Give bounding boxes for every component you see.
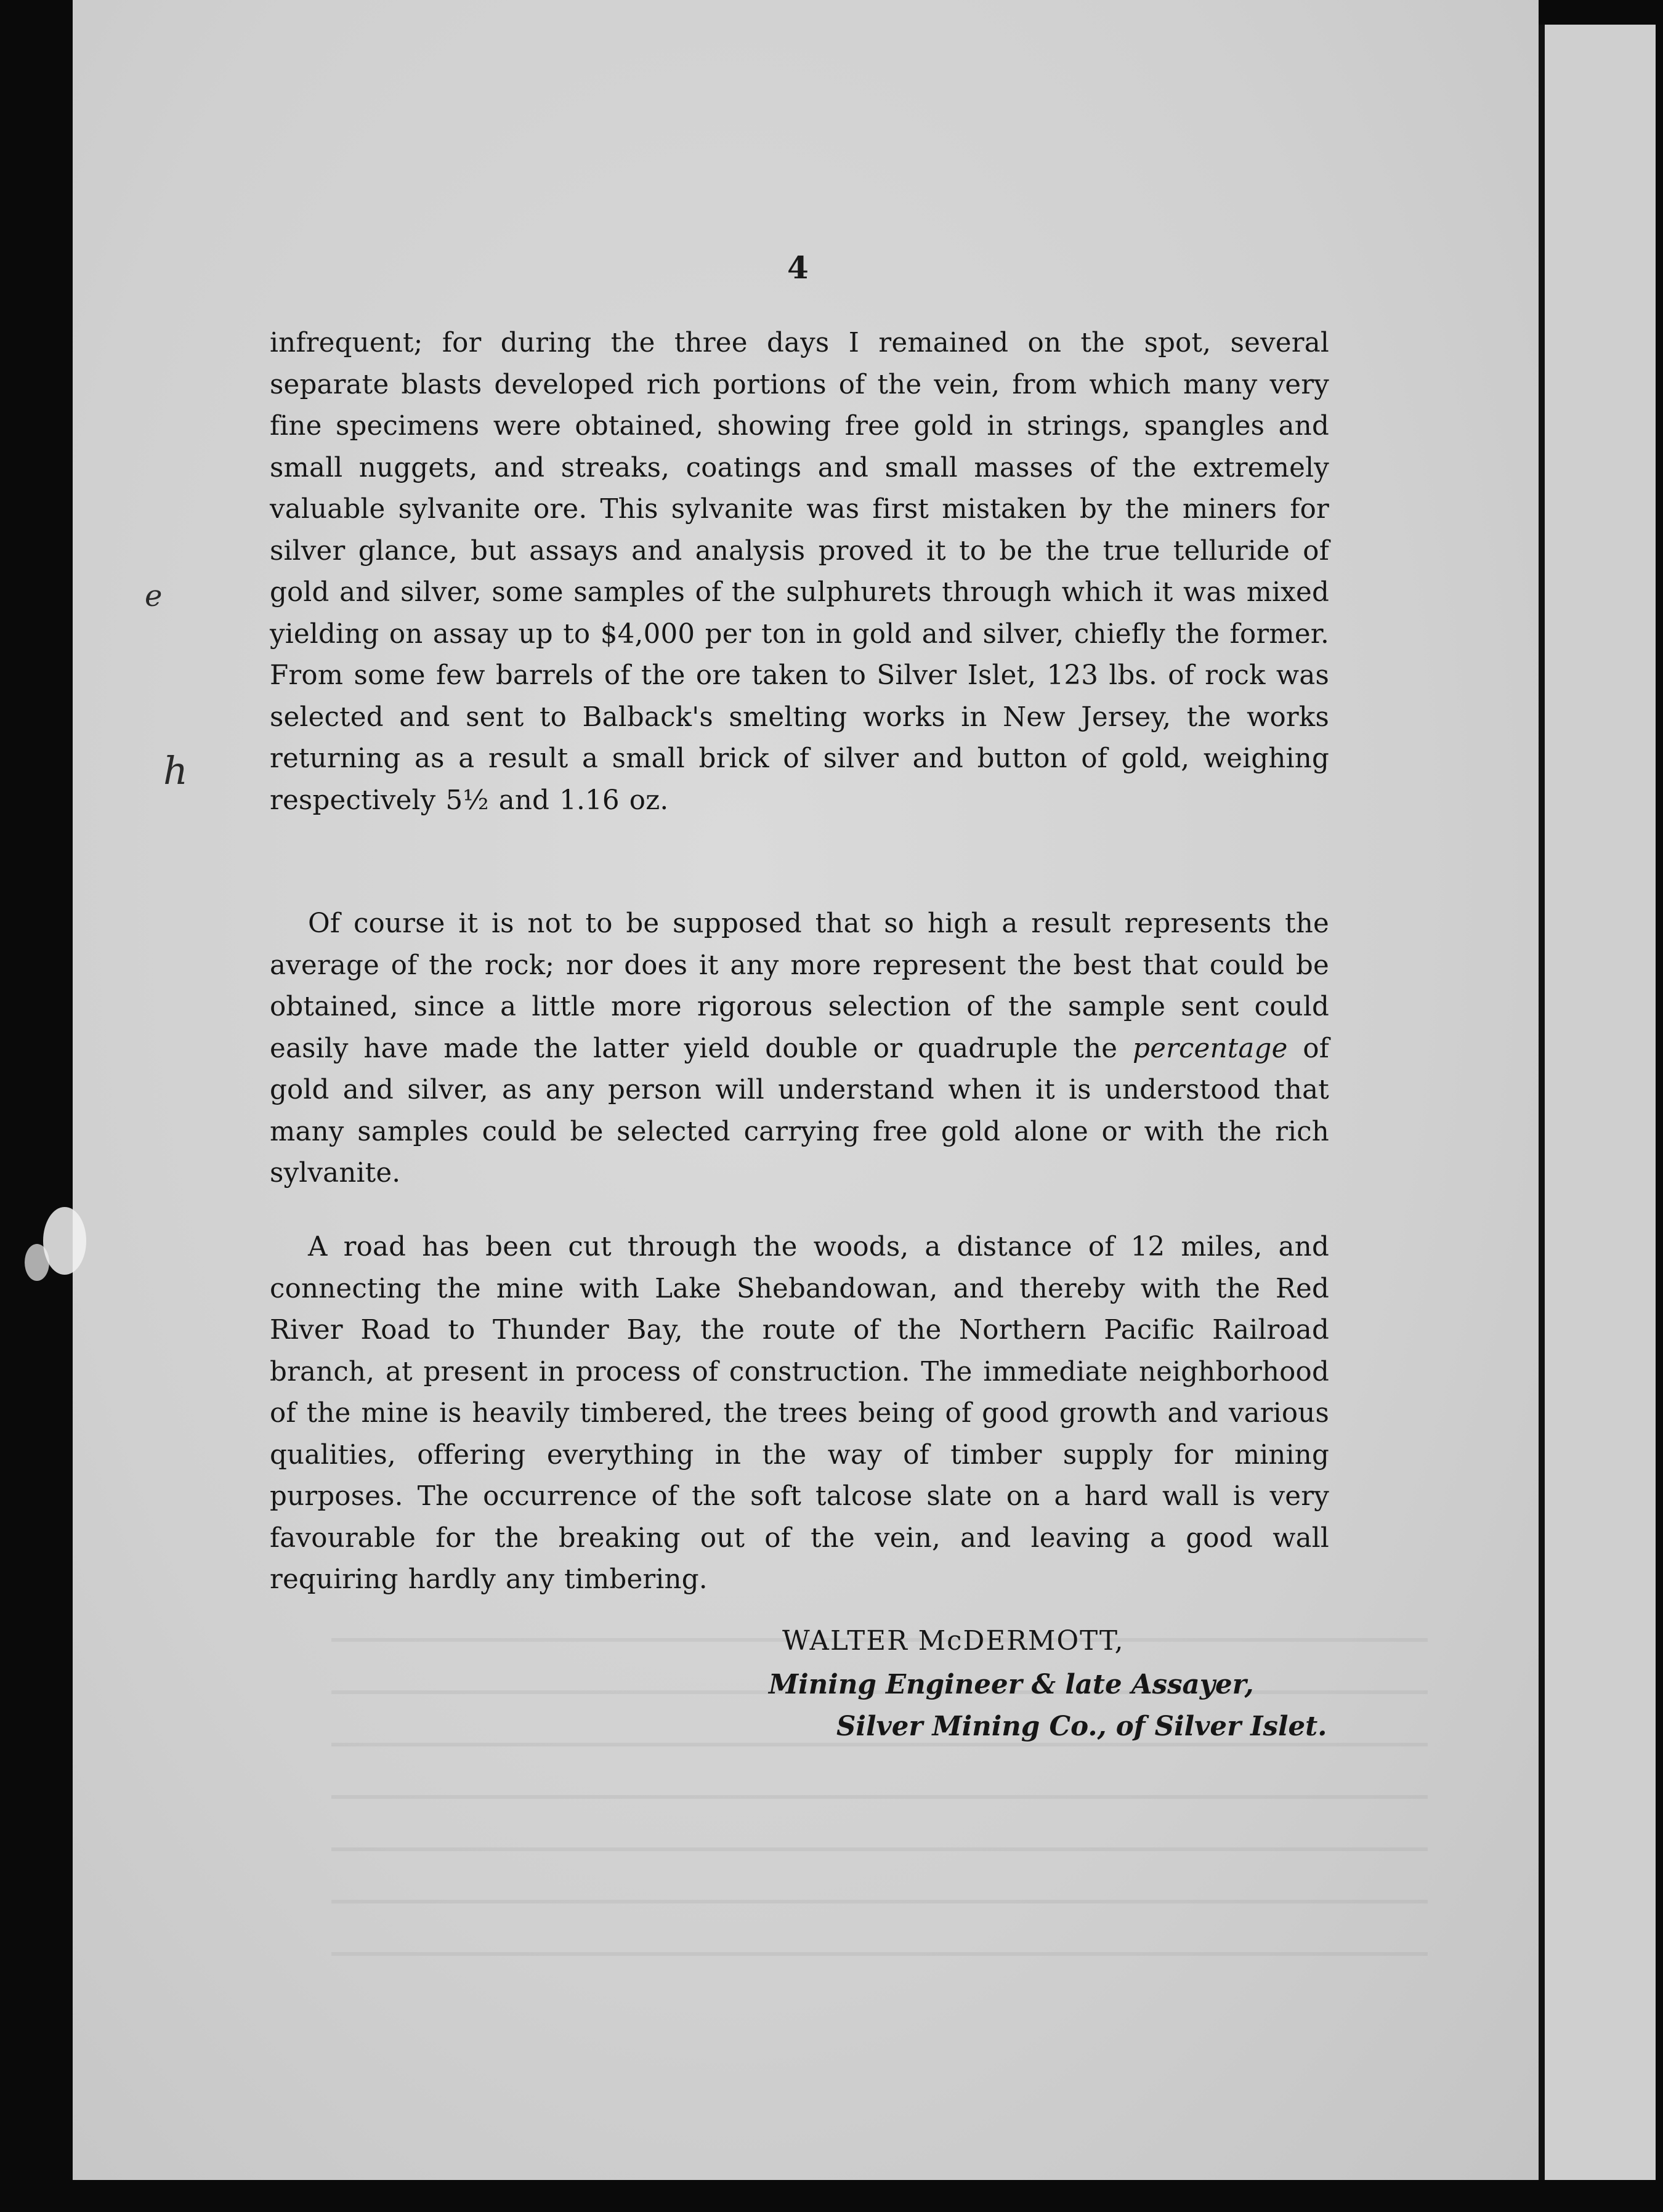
signature-title-line-1: Mining Engineer & late Assayer, xyxy=(769,1669,1254,1700)
body-paragraph-3 xyxy=(270,1227,1329,1601)
emphasized-word: percentage xyxy=(1133,1033,1288,1064)
margin-annotation-e: e xyxy=(145,579,163,613)
margin-annotation-h: h xyxy=(163,748,188,793)
paragraph-text: A road has been cut through the woods, a distance of 12 miles, and connecting the mine with Lake Shebandowan, and thereby with the Red River Road to Thunder Bay, the route of the Northern Pacific Railroad branch, at present in process of construction. The immediate neighborhood of the mine is heavily timbered, the trees being of good growth and various qualities, offering everything in the way of timber supply for mining purposes. The occurrence of the soft talcose slate on a hard wall is very favourable for the breaking out of the vein, and leaving a good wall requiring hardly any timbering. xyxy=(270,1232,1329,1595)
show-through-line xyxy=(331,1743,1428,1746)
show-through-line xyxy=(331,1900,1428,1903)
page-number: 4 xyxy=(787,249,809,286)
signature-title-line-2: Silver Mining Co., of Silver Islet. xyxy=(836,1711,1327,1742)
scan-speck xyxy=(43,1207,86,1275)
paragraph-text: infrequent; for during the three days I remained on the spot, several separate blasts developed rich portions of the vein, from which many very fine specimens were obtained, showing free gold in strings, spangles and small nuggets, and streaks, coatings and small masses of the extremely valuable sylvanite ore. This sylvanite was first mistaken by the miners for silver glance, but assays and analysis proved it to be the true telluride of gold and silver, some samples of the sulphurets through which it was mixed yielding on assay up to $4,000 per ton in gold and silver, chiefly the former. From some few barrels of the ore taken to Silver Islet, 123 lbs. of rock was selected and sent to Balback's smelting works in New Jersey, the works returning as a result a small brick of silver and button of gold, weighing respectively 5½ and 1.16 oz. xyxy=(270,328,1329,816)
page-gutter-divider xyxy=(1539,25,1545,2180)
body-paragraph-1 xyxy=(270,323,1329,821)
show-through-line xyxy=(331,1795,1428,1799)
paragraph-text: Of course it is not to be supposed that so high a result represents the average of the rock; nor does it any more represent the best that could be obtained, since a little more rigorous selection of the sample sent could easily have made the latter yield double or quadruple the percentage of gold and silver, as any person will understand when it is understood that many samples could be selected carrying free gold alone or with the rich sylvanite. xyxy=(270,908,1330,1189)
facing-page-edge xyxy=(1545,25,1656,2180)
show-through-line xyxy=(331,1952,1428,1956)
signature-name: WALTER McDERMOTT, xyxy=(782,1626,1125,1657)
show-through-line xyxy=(331,1847,1428,1851)
scan-speck xyxy=(25,1244,49,1281)
body-paragraph-2 xyxy=(270,903,1329,1195)
